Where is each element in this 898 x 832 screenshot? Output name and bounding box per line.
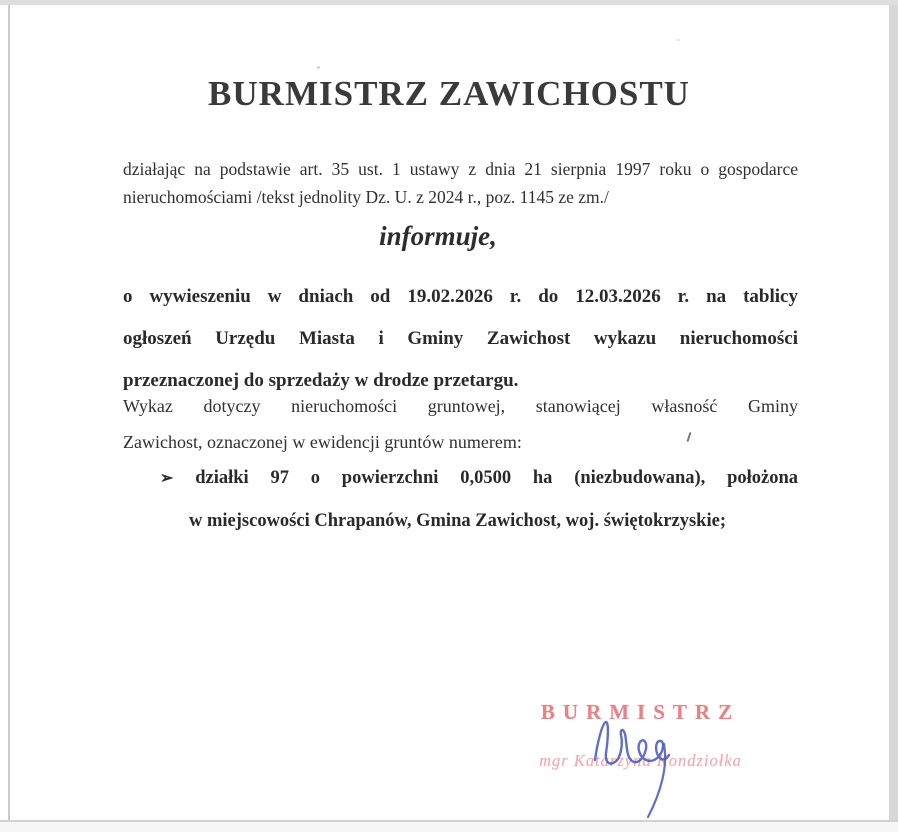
list-item-line1 <box>160 457 798 500</box>
handwritten-signature <box>585 714 685 820</box>
announcement-paragraph <box>123 276 798 402</box>
announcement-line3: przeznaczonej do sprzedaży w drodze przetargu. <box>123 370 519 391</box>
announcement-line1: o wywieszeniu w dniach od 19.02.2026 r. do 12.03.2026 r. na tablicy <box>123 286 798 307</box>
list-item-line2: w miejscowości Chrapanów, Gmina Zawichost, woj. świętokrzyskie; <box>189 511 726 531</box>
legal-basis-line1: działając na podstawie art. 35 ust. 1 ustawy z dnia 21 sierpnia 1997 roku o gospodarce <box>123 159 798 179</box>
arrow-bullet-icon: ➢ <box>160 470 174 487</box>
document-title: BURMISTRZ ZAWICHOSTU <box>208 74 690 113</box>
scan-speck <box>317 66 320 69</box>
informs-heading: informuje, <box>379 221 497 251</box>
description-line2: Zawichost, oznaczonej w ewidencji gruntów numerem: <box>123 432 522 452</box>
scan-edge-top <box>0 0 898 5</box>
legal-basis-line2: nieruchomościami /tekst jednolity Dz. U. z 2024 r., poz. 1145 ze zm./ <box>123 187 609 207</box>
scan-edge-left <box>8 5 10 821</box>
description-line1: Wykaz dotyczy nieruchomości gruntowej, stanowiącej własność Gminy <box>123 396 798 416</box>
legal-basis-paragraph <box>123 155 798 211</box>
scan-edge-right <box>889 5 898 822</box>
scan-speck <box>676 39 680 41</box>
list-item <box>160 457 798 542</box>
scan-edge-bottom-strip <box>0 822 898 832</box>
list-item-line1-text: działki 97 o powierzchni 0,0500 ha (niezbudowana), położona <box>195 468 798 488</box>
description-paragraph <box>123 388 798 460</box>
stamp-title: BURMISTRZ <box>540 700 741 724</box>
announcement-line2: ogłoszeń Urzędu Miasta i Gminy Zawichost wykazu nieruchomości <box>123 328 798 349</box>
stamp-signer-name: mgr Katarzyna Kondziołka <box>539 751 742 770</box>
